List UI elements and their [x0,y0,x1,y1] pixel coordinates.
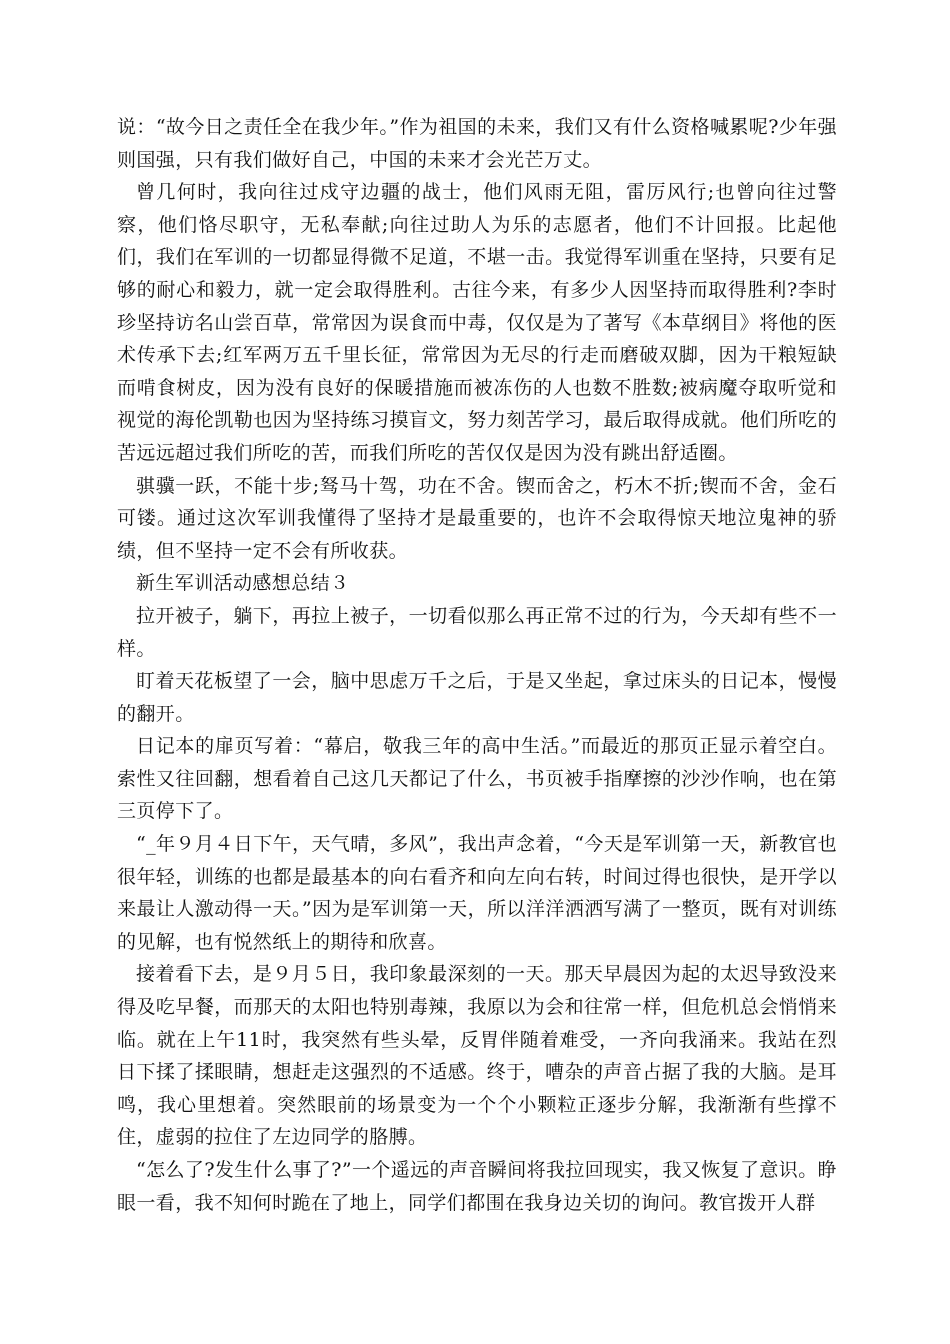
paragraph: 日记本的扉页写着：“幕启，敬我三年的高中生活。”而最近的那页正显示着空白。索性又往回翻，想看着自己这几天都记了什么，书页被手指摩擦的沙沙作响，也在第三页停下了。 [117,735,837,823]
paragraph: “怎么了?发生什么事了?”一个遥远的声音瞬间将我拉回现实，我又恢复了意识。睁眼一看，我不知何时跪在了地上，同学们都围在我身边关切的询问。教官拨开人群 [117,1159,838,1214]
document-body [117,111,837,1219]
section-heading: 新生军训活动感想总结３ [136,572,350,595]
paragraph: 接着看下去，是９月５日，我印象最深刻的一天。那天早晨因为起的太迟导致没来得及吃早餐，而那天的太阳也特别毒辣，我原以为会和往常一样，但危机总会悄悄来临。就在上午11时，我突然有些头晕，反胃伴随着难受，一齐向我涌来。我站在烈日下揉了揉眼睛，想赶走这强烈的不适感。终于，嘈杂的声音占据了我的大脑。是耳鸣，我心里想着。突然眼前的场景变为一个个小颗粒正逐步分解，我渐渐有些撑不住，虚弱的拉住了左边同学的胳膊。 [117,963,837,1149]
paragraph: 盯着天花板望了一会，脑中思虑万千之后，于是又坐起，拿过床头的日记本，慢慢的翻开。 [117,670,837,725]
paragraph: “_年９月４日下午，天气晴，多风”，我出声念着，“今天是军训第一天，新教官也很年轻，训练的也都是最基本的向右看齐和向左向右转，时间过得也很快，是开学以来最让人激动得一天。”因为是军训第一天，所以洋洋洒洒写满了一整页，既有对训练的见解，也有悦然纸上的期待和欣喜。 [117,833,837,953]
paragraph: 拉开被子，躺下，再拉上被子，一切看似那么再正常不过的行为，今天却有些不一样。 [117,604,837,660]
paragraph: 骐骥一跃，不能十步;驽马十驾，功在不舍。锲而舍之，朽木不折;锲而不舍，金石可镂。通过这次军训我懂得了坚持才是最重要的，也许不会取得惊天地泣鬼神的骄绩，但不坚持一定不会有所收获。 [117,474,837,562]
paragraph: 曾几何时，我向往过戍守边疆的战士，他们风雨无阻，雷厉风行;也曾向往过警察，他们恪尽职守，无私奉献;向往过助人为乐的志愿者，他们不计回报。比起他们，我们在军训的一切都显得微不足道，不堪一击。我觉得军训重在坚持，只要有足够的耐心和毅力，就一定会取得胜利。古往今来，有多少人因坚持而取得胜利?李时珍坚持访名山尝百草，常常因为误食而中毒，仅仅是为了著写《本草纲目》将他的医术传承下去;红军两万五千里长征，常常因为无尽的行走而磨破双脚，因为干粮短缺而啃食树皮，因为没有良好的保暖措施而被冻伤的人也数不胜数;被病魔夺取听觉和视觉的海伦凯勒也因为坚持练习摸盲文，努力刻苦学习，最后取得成就。他们所吃的苦远远超过我们所吃的苦，而我们所吃的苦仅仅是因为没有跳出舒适圈。 [117,181,837,464]
paragraph-continuation: 说：“故今日之责任全在我少年。”作为祖国的未来，我们又有什么资格喊累呢?少年强则国强，只有我们做好自己，中国的未来才会光芒万丈。 [117,116,837,171]
